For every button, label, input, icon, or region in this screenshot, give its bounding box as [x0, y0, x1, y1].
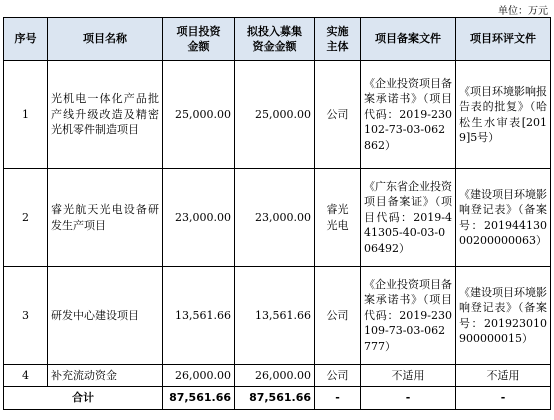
- cell-filing: 不适用: [361, 365, 456, 387]
- cell-raised: 25,000.00: [235, 61, 315, 169]
- cell-filing: 《企业投资项目备案承诺书》（项目代码：2019-230109-73-03-062777）: [361, 267, 456, 365]
- cell-entity: 睿光 光电: [315, 169, 361, 267]
- header-row: [4, 18, 551, 61]
- cell-entity: 公司: [315, 61, 361, 169]
- total-row: [4, 387, 551, 410]
- cell-name: 补充流动资金: [48, 365, 163, 387]
- cell-entity: 公司: [315, 267, 361, 365]
- cell-env: 《项目环境影响报告表的批复》（哈松生水审表[2019]5号）: [456, 61, 551, 169]
- cell-raised: 13,561.66: [235, 267, 315, 365]
- total-filing: -: [361, 387, 456, 410]
- header-total: 项目投资 金额: [163, 18, 235, 61]
- table-row: [4, 365, 551, 387]
- unit-label: 单位：万元: [498, 6, 548, 17]
- header-env: 项目环评文件: [456, 18, 551, 61]
- cell-total: 26,000.00: [163, 365, 235, 387]
- cell-raised: 23,000.00: [235, 169, 315, 267]
- cell-total: 13,561.66: [163, 267, 235, 365]
- header-entity: 实施 主体: [315, 18, 361, 61]
- investment-table: [3, 17, 551, 410]
- header-filing: 项目备案文件: [361, 18, 456, 61]
- cell-env: 《建设项目环境影响登记表》（备案号：20194413000200000063）: [456, 169, 551, 267]
- header-seq: 序号: [4, 18, 48, 61]
- cell-total: 25,000.00: [163, 61, 235, 169]
- cell-filing: 《企业投资项目备案承诺书》（项目代码：2019-230102-73-03-062862）: [361, 61, 456, 169]
- header-raised: 拟投入募集 资金金额: [235, 18, 315, 61]
- total-amount: 87,561.66: [163, 387, 235, 410]
- cell-env: 不适用: [456, 365, 551, 387]
- cell-name: 睿光航天光电设备研发生产项目: [48, 169, 163, 267]
- cell-seq: 3: [4, 267, 48, 365]
- cell-raised: 26,000.00: [235, 365, 315, 387]
- cell-seq: 2: [4, 169, 48, 267]
- cell-seq: 4: [4, 365, 48, 387]
- cell-name: 研发中心建设项目: [48, 267, 163, 365]
- header-name: 项目名称: [48, 18, 163, 61]
- cell-entity: 公司: [315, 365, 361, 387]
- table-row: [4, 169, 551, 267]
- cell-env: 《建设项目环境影响登记表》（备案号：201923010900000015）: [456, 267, 551, 365]
- cell-filing: 《广东省企业投资项目备案证》（项目代码：2019-441305-40-03-006492）: [361, 169, 456, 267]
- cell-seq: 1: [4, 61, 48, 169]
- table-row: [4, 267, 551, 365]
- cell-name: 光机电一体化产品批产线升级改造及精密光机零件制造项目: [48, 61, 163, 169]
- total-entity: -: [315, 387, 361, 410]
- total-raised: 87,561.66: [235, 387, 315, 410]
- cell-total: 23,000.00: [163, 169, 235, 267]
- table-row: [4, 61, 551, 169]
- total-label: 合计: [4, 387, 163, 410]
- total-env: -: [456, 387, 551, 410]
